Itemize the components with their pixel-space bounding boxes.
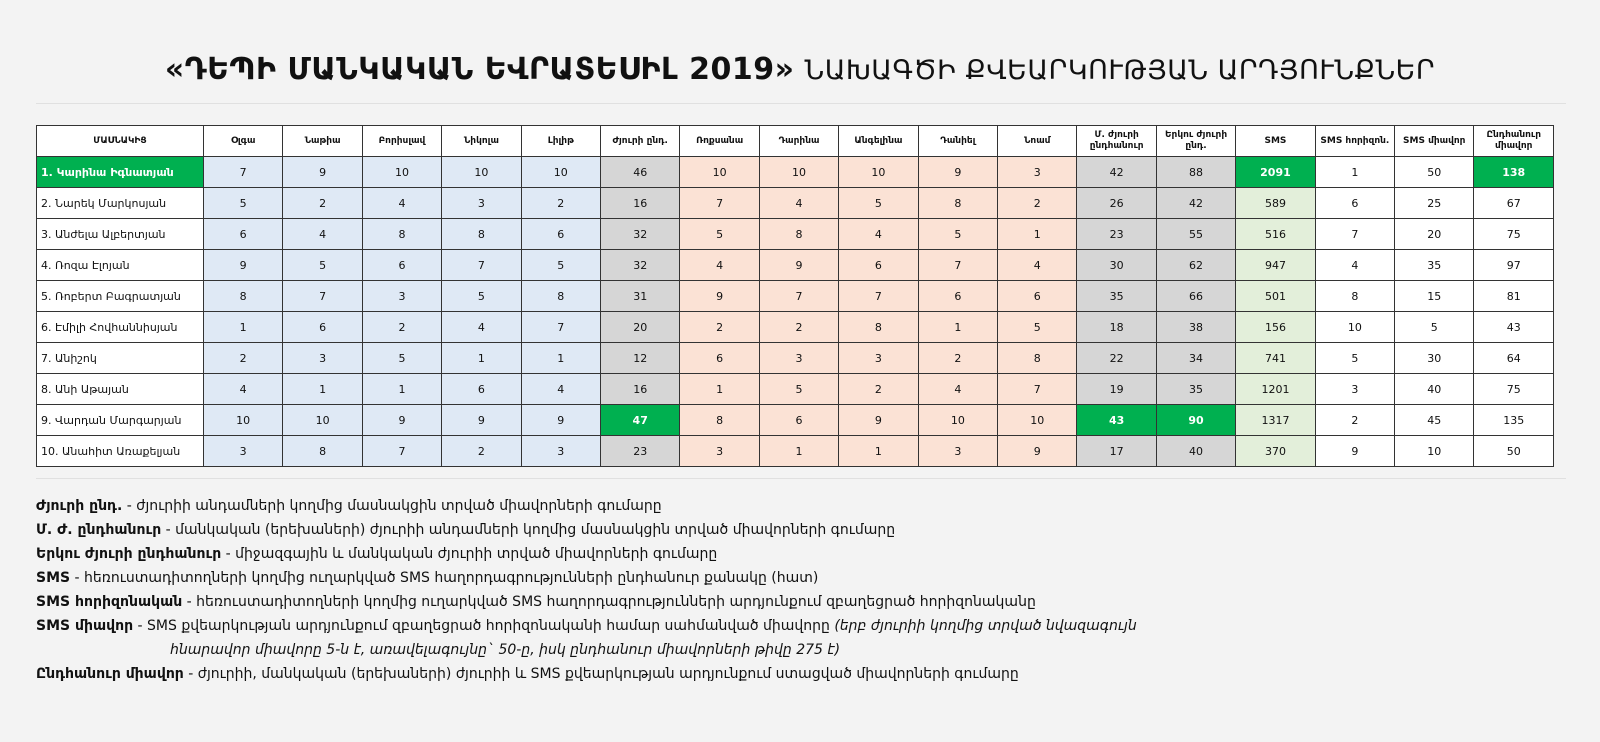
score-cell: 5 <box>203 188 282 219</box>
score-cell: 32 <box>601 250 680 281</box>
score-cell: 6 <box>521 219 600 250</box>
score-cell: 43 <box>1474 312 1554 343</box>
participant-name: 3. Անժելա Ալբերտյան <box>37 219 204 250</box>
score-cell: 4 <box>203 374 282 405</box>
column-header: Օլգա <box>203 126 282 157</box>
participant-name: 6. Էմիլի Հովհաննիսյան <box>37 312 204 343</box>
legend-item: Մ. Ժ. ընդհանուր - մանկական (երեխաների) ժյուրիի անդամների կողմից մասնակցին տրված միավորների գումարը <box>36 522 896 538</box>
score-cell: 7 <box>680 188 759 219</box>
score-cell: 2 <box>998 188 1077 219</box>
title-bold: «ԴԵՊԻ ՄԱՆԿԱԿԱՆ ԵՎՐԱՏԵՍԻԼ 2019» <box>164 52 795 87</box>
legend-item: SMS միավոր - SMS քվեարկության արդյունքում զբաղեցրած հորիզոնականի համար սահմանված միավորը (երբ ժյուրիի կողմից տրված նվազագույն <box>36 618 1137 634</box>
score-cell: 6 <box>759 405 838 436</box>
column-header: ՄԱՍՆԱԿԻՑ <box>37 126 204 157</box>
score-cell: 6 <box>1315 188 1394 219</box>
score-cell: 8 <box>362 219 441 250</box>
score-cell: 3 <box>1315 374 1394 405</box>
results-table <box>36 125 1554 467</box>
score-cell: 741 <box>1236 343 1315 374</box>
score-cell: 67 <box>1474 188 1554 219</box>
score-cell: 18 <box>1077 312 1156 343</box>
score-cell: 45 <box>1395 405 1474 436</box>
column-header: SMS միավոր <box>1395 126 1474 157</box>
score-cell: 4 <box>680 250 759 281</box>
score-cell: 5 <box>759 374 838 405</box>
score-cell: 9 <box>998 436 1077 467</box>
score-cell: 2 <box>521 188 600 219</box>
score-cell: 10 <box>283 405 362 436</box>
column-header: SMS <box>1236 126 1315 157</box>
score-cell: 10 <box>203 405 282 436</box>
score-cell: 4 <box>442 312 521 343</box>
score-cell: 3 <box>998 157 1077 188</box>
score-cell: 7 <box>759 281 838 312</box>
score-cell: 6 <box>362 250 441 281</box>
score-cell: 3 <box>203 436 282 467</box>
score-cell: 4 <box>362 188 441 219</box>
score-cell: 7 <box>839 281 918 312</box>
score-cell: 5 <box>283 250 362 281</box>
column-header: Դարինա <box>759 126 838 157</box>
score-cell: 5 <box>521 250 600 281</box>
score-cell: 2 <box>839 374 918 405</box>
score-cell: 22 <box>1077 343 1156 374</box>
score-cell: 1201 <box>1236 374 1315 405</box>
column-header: Լիլիթ <box>521 126 600 157</box>
score-cell: 135 <box>1474 405 1554 436</box>
score-cell: 12 <box>601 343 680 374</box>
participant-name: 2. Նարեկ Մարկոսյան <box>37 188 204 219</box>
score-cell: 7 <box>521 312 600 343</box>
participant-name: 7. Անիշոկ <box>37 343 204 374</box>
score-cell: 35 <box>1156 374 1235 405</box>
legend-item: Ժյուրի ընդ. - ժյուրիի անդամների կողմից մասնակցին տրված միավորների գումարը <box>36 498 662 514</box>
score-cell: 19 <box>1077 374 1156 405</box>
column-header: Ընդհանուր միավոր <box>1474 126 1554 157</box>
score-cell: 55 <box>1156 219 1235 250</box>
score-cell: 20 <box>1395 219 1474 250</box>
score-cell: 7 <box>283 281 362 312</box>
score-cell: 10 <box>680 157 759 188</box>
score-cell: 7 <box>1315 219 1394 250</box>
score-cell: 8 <box>998 343 1077 374</box>
score-cell: 17 <box>1077 436 1156 467</box>
score-cell: 42 <box>1077 157 1156 188</box>
score-cell: 6 <box>839 250 918 281</box>
score-cell: 15 <box>1395 281 1474 312</box>
score-cell: 4 <box>283 219 362 250</box>
score-cell: 9 <box>203 250 282 281</box>
score-cell: 4 <box>839 219 918 250</box>
score-cell: 64 <box>1474 343 1554 374</box>
legend <box>36 494 1566 686</box>
score-cell: 2 <box>1315 405 1394 436</box>
score-cell: 75 <box>1474 219 1554 250</box>
score-cell: 6 <box>203 219 282 250</box>
participant-name: 10. Անահիտ Առաքելյան <box>37 436 204 467</box>
score-cell: 10 <box>1315 312 1394 343</box>
score-cell: 4 <box>521 374 600 405</box>
score-cell: 4 <box>1315 250 1394 281</box>
score-cell: 6 <box>680 343 759 374</box>
column-header: Երկու ժյուրի ընդ. <box>1156 126 1235 157</box>
score-cell: 2 <box>759 312 838 343</box>
score-cell: 8 <box>839 312 918 343</box>
score-cell: 8 <box>203 281 282 312</box>
score-cell: 40 <box>1395 374 1474 405</box>
score-cell: 4 <box>918 374 997 405</box>
score-cell: 30 <box>1077 250 1156 281</box>
score-cell: 46 <box>601 157 680 188</box>
table-row <box>37 188 1554 219</box>
score-cell: 3 <box>759 343 838 374</box>
score-cell: 2 <box>283 188 362 219</box>
score-cell: 2 <box>442 436 521 467</box>
score-cell: 5 <box>918 219 997 250</box>
score-cell: 5 <box>362 343 441 374</box>
score-cell: 5 <box>680 219 759 250</box>
score-cell: 7 <box>362 436 441 467</box>
score-cell: 5 <box>442 281 521 312</box>
column-header: Մ. ժյուրի ընդհանուր <box>1077 126 1156 157</box>
score-cell: 8 <box>759 219 838 250</box>
score-cell: 9 <box>759 250 838 281</box>
score-cell: 7 <box>918 250 997 281</box>
score-cell: 2 <box>203 343 282 374</box>
score-cell: 43 <box>1077 405 1156 436</box>
score-cell: 1 <box>521 343 600 374</box>
score-cell: 50 <box>1474 436 1554 467</box>
score-cell: 4 <box>998 250 1077 281</box>
score-cell: 2091 <box>1236 157 1315 188</box>
table-row <box>37 405 1554 436</box>
score-cell: 3 <box>839 343 918 374</box>
score-cell: 8 <box>442 219 521 250</box>
score-cell: 23 <box>601 436 680 467</box>
score-cell: 5 <box>998 312 1077 343</box>
score-cell: 3 <box>442 188 521 219</box>
score-cell: 97 <box>1474 250 1554 281</box>
score-cell: 35 <box>1077 281 1156 312</box>
score-cell: 1317 <box>1236 405 1315 436</box>
score-cell: 138 <box>1474 157 1554 188</box>
score-cell: 156 <box>1236 312 1315 343</box>
score-cell: 2 <box>918 343 997 374</box>
title-light: ՆԱԽԱԳԾԻ ՔՎԵԱՐԿՈՒԹՅԱՆ ԱՐԴՅՈՒՆՔՆԵՐ <box>804 55 1436 86</box>
score-cell: 66 <box>1156 281 1235 312</box>
score-cell: 1 <box>442 343 521 374</box>
score-cell: 31 <box>601 281 680 312</box>
column-header: SMS հորիզոն. <box>1315 126 1394 157</box>
score-cell: 501 <box>1236 281 1315 312</box>
table-row <box>37 281 1554 312</box>
column-header: Նոամ <box>998 126 1077 157</box>
score-cell: 516 <box>1236 219 1315 250</box>
score-cell: 9 <box>362 405 441 436</box>
score-cell: 1 <box>203 312 282 343</box>
score-cell: 10 <box>839 157 918 188</box>
score-cell: 32 <box>601 219 680 250</box>
score-cell: 9 <box>1315 436 1394 467</box>
page-title <box>0 52 1600 87</box>
score-cell: 9 <box>839 405 918 436</box>
score-cell: 10 <box>442 157 521 188</box>
column-header: Դանիել <box>918 126 997 157</box>
bottom-divider <box>36 478 1566 479</box>
score-cell: 7 <box>442 250 521 281</box>
score-cell: 8 <box>680 405 759 436</box>
legend-note: հնարավոր միավորը 5-ն է, առավելագույնը` 50-ը, իսկ ընդհանուր միավորների թիվը 275 է) <box>170 642 841 658</box>
score-cell: 1 <box>680 374 759 405</box>
score-cell: 5 <box>1315 343 1394 374</box>
score-cell: 1 <box>759 436 838 467</box>
participant-name: 1. Կարինա Իգնատյան <box>37 157 204 188</box>
score-cell: 34 <box>1156 343 1235 374</box>
score-cell: 9 <box>680 281 759 312</box>
column-header: Բորիսլավ <box>362 126 441 157</box>
score-cell: 3 <box>362 281 441 312</box>
score-cell: 9 <box>283 157 362 188</box>
score-cell: 6 <box>283 312 362 343</box>
score-cell: 47 <box>601 405 680 436</box>
score-cell: 4 <box>759 188 838 219</box>
score-cell: 6 <box>442 374 521 405</box>
table-row <box>37 157 1554 188</box>
table-row <box>37 219 1554 250</box>
column-header: Անգելինա <box>839 126 918 157</box>
score-cell: 7 <box>998 374 1077 405</box>
score-cell: 42 <box>1156 188 1235 219</box>
score-cell: 10 <box>521 157 600 188</box>
score-cell: 10 <box>998 405 1077 436</box>
score-cell: 1 <box>998 219 1077 250</box>
score-cell: 62 <box>1156 250 1235 281</box>
score-cell: 35 <box>1395 250 1474 281</box>
participant-name: 8. Անի Աթայան <box>37 374 204 405</box>
participant-name: 4. Ռոզա Էլոյան <box>37 250 204 281</box>
score-cell: 2 <box>680 312 759 343</box>
score-cell: 10 <box>362 157 441 188</box>
score-cell: 1 <box>283 374 362 405</box>
score-cell: 8 <box>521 281 600 312</box>
score-cell: 20 <box>601 312 680 343</box>
legend-item: SMS - հեռուստադիտողների կողմից ուղարկված SMS հաղորդագրությունների ընդհանուր քանակը (հատ) <box>36 570 819 586</box>
score-cell: 5 <box>839 188 918 219</box>
score-cell: 88 <box>1156 157 1235 188</box>
score-cell: 90 <box>1156 405 1235 436</box>
score-cell: 6 <box>918 281 997 312</box>
participant-name: 5. Ռոբերտ Բագրատյան <box>37 281 204 312</box>
legend-item: Երկու ժյուրի ընդհանուր - միջազգային և մանկական ժյուրիի տրված միավորների գումարը <box>36 546 718 562</box>
column-header: Նիկոլա <box>442 126 521 157</box>
score-cell: 3 <box>283 343 362 374</box>
score-cell: 1 <box>362 374 441 405</box>
table-row <box>37 312 1554 343</box>
score-cell: 6 <box>998 281 1077 312</box>
score-cell: 38 <box>1156 312 1235 343</box>
score-cell: 5 <box>1395 312 1474 343</box>
score-cell: 9 <box>442 405 521 436</box>
score-cell: 8 <box>918 188 997 219</box>
score-cell: 370 <box>1236 436 1315 467</box>
score-cell: 947 <box>1236 250 1315 281</box>
participant-name: 9. Վարդան Մարգարյան <box>37 405 204 436</box>
score-cell: 7 <box>203 157 282 188</box>
score-cell: 30 <box>1395 343 1474 374</box>
column-header: Նաթիա <box>283 126 362 157</box>
table-row <box>37 250 1554 281</box>
score-cell: 23 <box>1077 219 1156 250</box>
score-cell: 2 <box>362 312 441 343</box>
score-cell: 25 <box>1395 188 1474 219</box>
score-cell: 1 <box>918 312 997 343</box>
table-row <box>37 436 1554 467</box>
score-cell: 3 <box>680 436 759 467</box>
table-row <box>37 374 1554 405</box>
score-cell: 8 <box>1315 281 1394 312</box>
score-cell: 40 <box>1156 436 1235 467</box>
score-cell: 1 <box>839 436 918 467</box>
score-cell: 3 <box>521 436 600 467</box>
score-cell: 75 <box>1474 374 1554 405</box>
table-row <box>37 343 1554 374</box>
score-cell: 3 <box>918 436 997 467</box>
score-cell: 81 <box>1474 281 1554 312</box>
score-cell: 8 <box>283 436 362 467</box>
score-cell: 50 <box>1395 157 1474 188</box>
score-cell: 1 <box>1315 157 1394 188</box>
column-header: Ռոքսանա <box>680 126 759 157</box>
score-cell: 10 <box>1395 436 1474 467</box>
table-header-row <box>37 126 1554 157</box>
score-cell: 16 <box>601 374 680 405</box>
legend-item: SMS հորիզոնական - հեռուստադիտողների կողմից ուղարկված SMS հաղորդագրությունների արդյունքում զբաղեցրած հորիզոնականը <box>36 594 1036 610</box>
score-cell: 589 <box>1236 188 1315 219</box>
score-cell: 26 <box>1077 188 1156 219</box>
score-cell: 16 <box>601 188 680 219</box>
score-cell: 10 <box>759 157 838 188</box>
top-divider <box>36 103 1566 104</box>
column-header: Ժյուրի ընդ. <box>601 126 680 157</box>
legend-item: Ընդհանուր միավոր - ժյուրիի, մանկական (երեխաների) ժյուրիի և SMS քվեարկության արդյունքում ստացված միավորների գումարը <box>36 666 1019 682</box>
score-cell: 9 <box>521 405 600 436</box>
score-cell: 9 <box>918 157 997 188</box>
score-cell: 10 <box>918 405 997 436</box>
